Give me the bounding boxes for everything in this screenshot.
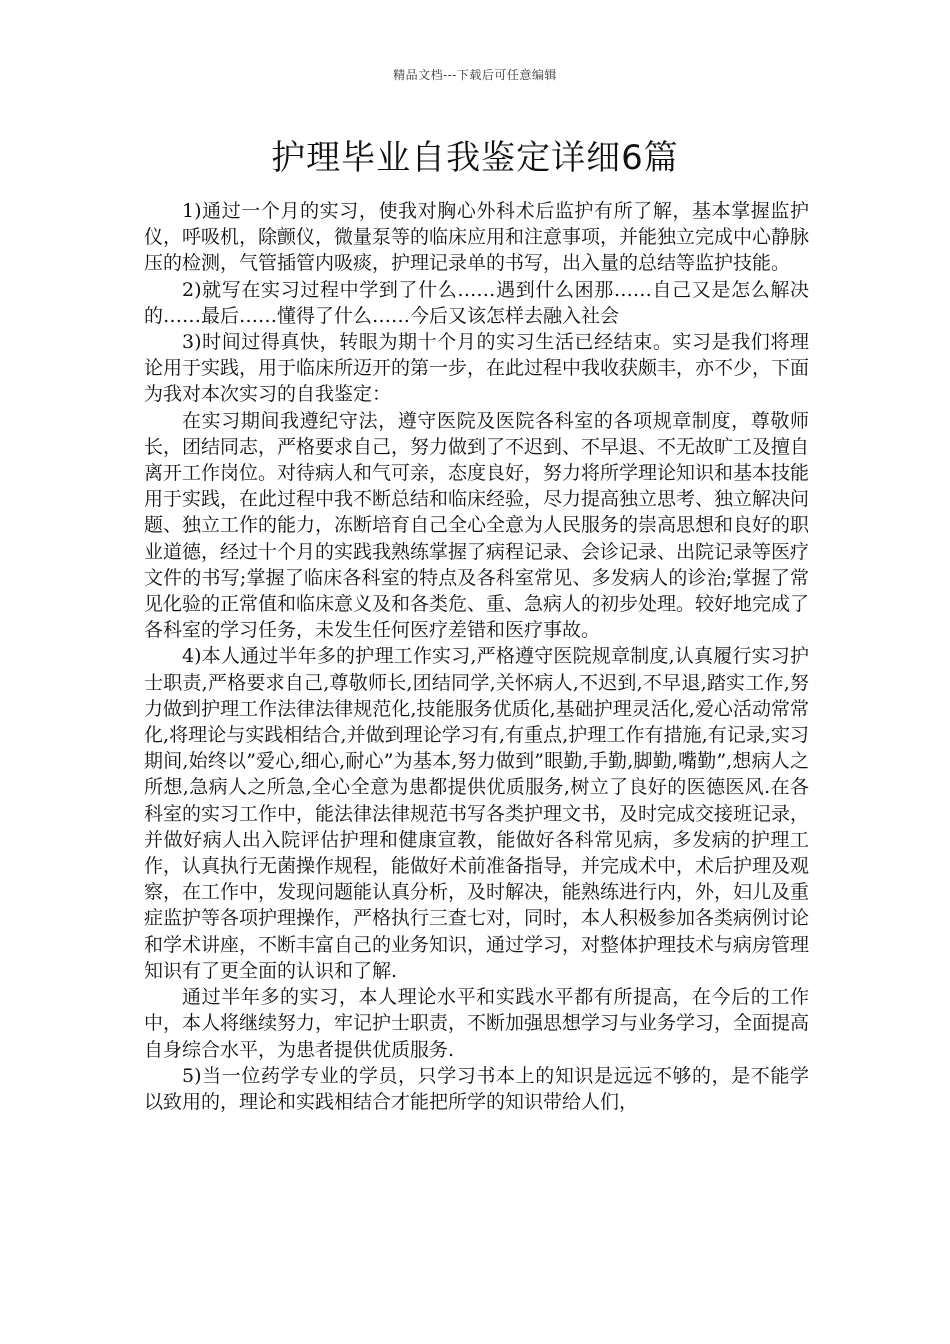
paragraph-1: 1)通过一个月的实习，使我对胸心外科术后监护有所了解，基本掌握监护仪，呼吸机，除颤仪，微量泵等的临床应用和注意事项，并能独立完成中心静脉压的检测，气管插管内吸痰，护理记录单的书写，出入量的总结等监护技能。 [144, 200, 810, 275]
header-note: 精品文档---下载后可任意编辑 [393, 68, 557, 82]
paragraph-3: 3)时间过得真快，转眼为期十个月的实习生活已经结束。实习是我们将理论用于实践，用于临床所迈开的第一步，在此过程中我收获颇丰，亦不少，下面为我对本次实习的自我鉴定： [144, 331, 810, 406]
paragraph-5: 4)本人通过半年多的护理工作实习,严格遵守医院规章制度,认真履行实习护士职责,严格要求自己,尊敬师长,团结同学,关怀病人,不迟到,不早退,踏实工作,努力做到护理工作法律法律规范化,技能服务优质化,基础护理灵活化,爱心活动常常化,将理论与实践相结合,并做到理论学习有,有重点,护理工作有措施,有记录,实习期间,始终以”爱心,细心,耐心”为基本,努力做到”眼勤,手勤,脚勤,嘴勤”,想病人之所想,急病人之所急,全心全意为患都提供优质服务,树立了良好的医德医风.在各科室的实习工作中，能法律法律规范书写各类护理文书，及时完成交接班记录，并做好病人出入院评估护理和健康宣教，能做好各科常见病，多发病的护理工作，认真执行无菌操作规程，能做好术前准备指导，并完成术中，术后护理及观察，在工作中，发现问题能认真分析，及时解决，能熟练进行内，外，妇儿及重症监护等各项护理操作，严格执行三查七对，同时，本人积极参加各类病例讨论和学术讲座，不断丰富自己的业务知识，通过学习，对整体护理技术与病房管理知识有了更全面的认识和了解. [144, 645, 810, 982]
document-title: 护理毕业自我鉴定详细6篇 [271, 138, 679, 178]
paragraph-2: 2)就写在实习过程中学到了什么……遇到什么困那……自己又是怎么解决的……最后……懂得了什么……今后又该怎样去融入社会 [144, 278, 809, 327]
paragraph-7: 5)当一位药学专业的学员，只学习书本上的知识是远远不够的，是不能学以致用的，理论和实践相结合才能把所学的知识带给人们， [144, 1064, 809, 1113]
paragraph-4: 在实习期间我遵纪守法，遵守医院及医院各科室的各项规章制度，尊敬师长，团结同志，严格要求自己，努力做到了不迟到、不早退、不无故旷工及擅自离开工作岗位。对待病人和气可亲，态度良好，努力将所学理论知识和基本技能用于实践，在此过程中我不断总结和临床经验，尽力提高独立思考、独立解决问题、独立工作的能力，冻断培育自己全心全意为人民服务的崇高思想和良好的职业道德，经过十个月的实践我熟练掌握了病程记录、会诊记录、出院记录等医疗文件的书写;掌握了临床各科室的特点及各科室常见、多发病人的诊治;掌握了常见化验的正常值和临床意义及和各类危、重、急病人的初步处理。较好地完成了各科室的学习任务，未发生任何医疗差错和医疗事故。 [144, 409, 810, 642]
document-body [144, 198, 809, 1115]
paragraph-6: 通过半年多的实习，本人理论水平和实践水平都有所提高，在今后的工作中，本人将继续努力，牢记护士职责，不断加强思想学习与业务学习，全面提高自身综合水平，为患者提供优质服务. [144, 986, 810, 1061]
